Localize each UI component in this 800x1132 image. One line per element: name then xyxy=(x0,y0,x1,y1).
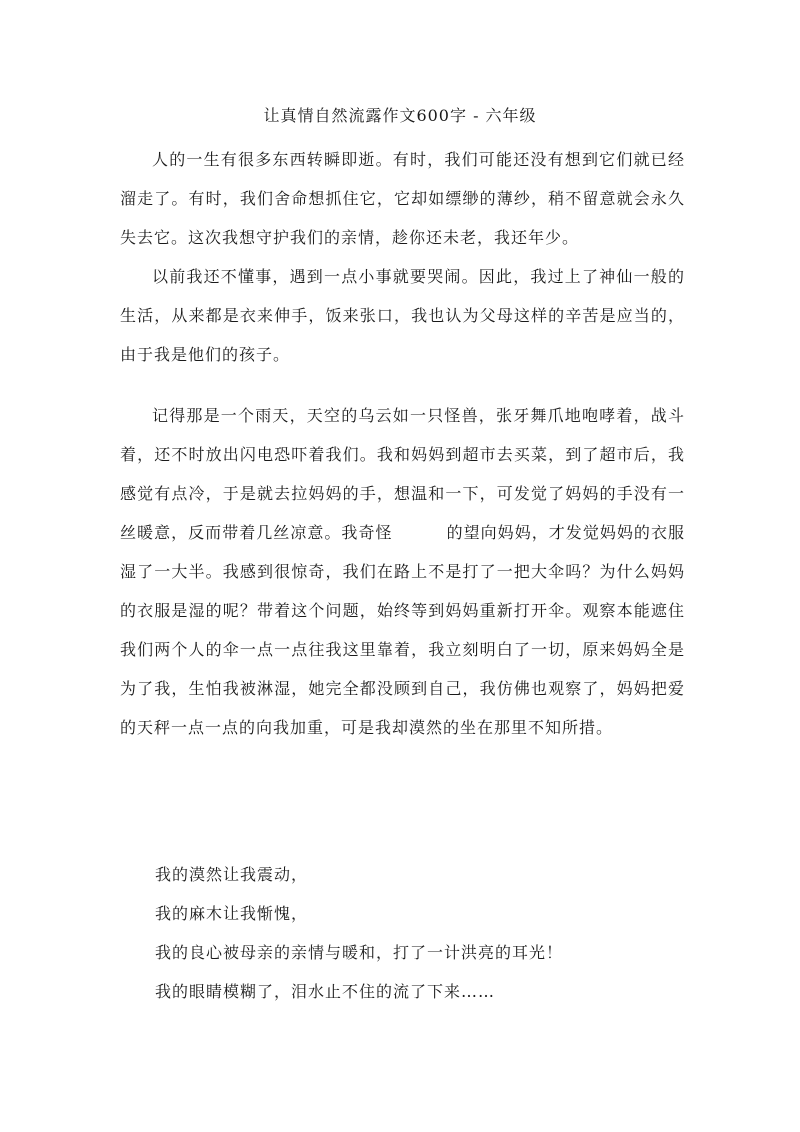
paragraph-3-part-1: 记得那是一个雨天，天空的乌云如一只怪兽，张牙舞爪地咆哮着，战斗着，还不时放出闪电恐吓着我们。我和妈妈到超市去买菜，到了超市后，我感觉有点冷，于是就去拉妈妈的手，想温和一下，可发觉了妈妈的手没有一丝暖意，反而带着几丝凉意。我奇怪 xyxy=(120,406,685,542)
poem-stanza xyxy=(155,855,563,1011)
poem-line: 我的漠然让我震动， xyxy=(155,865,309,884)
poem-line: 我的良心被母亲的亲情与暖和，打了一计洪亮的耳光！ xyxy=(155,943,564,962)
paragraph-3 xyxy=(120,396,685,747)
paragraph-1: 人的一生有很多东西转瞬即逝。有时，我们可能还没有想到它们就已经溜走了。有时，我们舍命想抓住它，它却如缥缈的薄纱，稍不留意就会永久失去它。这次我想守护我们的亲情，趁你还未老，我还年少。 xyxy=(120,150,685,247)
poem-line: 我的眼睛模糊了，泪水止不住的流了下来…… xyxy=(155,982,496,1001)
paragraph-3-part-2: 的望向妈妈，才发觉妈妈的衣服湿了一大半。我感到很惊奇，我们在路上不是打了一把大伞吗？为什么妈妈的衣服是湿的呢？带着这个问题，始终等到妈妈重新打开伞。观察本能遮住我们两个人的伞一点一点往我这里靠着，我立刻明白了一切，原来妈妈全是为了我，生怕我被淋湿，她完全都没顾到自己，我仿佛也观察了，妈妈把爱的天秤一点一点的向我加重，可是我却漠然的坐在那里不知所措。 xyxy=(120,523,685,737)
document-title: 让真情自然流露作文600字 - 六年级 xyxy=(263,106,537,125)
poem-line: 我的麻木让我惭愧， xyxy=(155,904,309,923)
paragraph-2: 以前我还不懂事，遇到一点小事就要哭闹。因此，我过上了神仙一般的生活，从来都是衣来伸手，饭来张口，我也认为父母这样的辛苦是应当的，由于我是他们的孩子。 xyxy=(120,267,685,364)
